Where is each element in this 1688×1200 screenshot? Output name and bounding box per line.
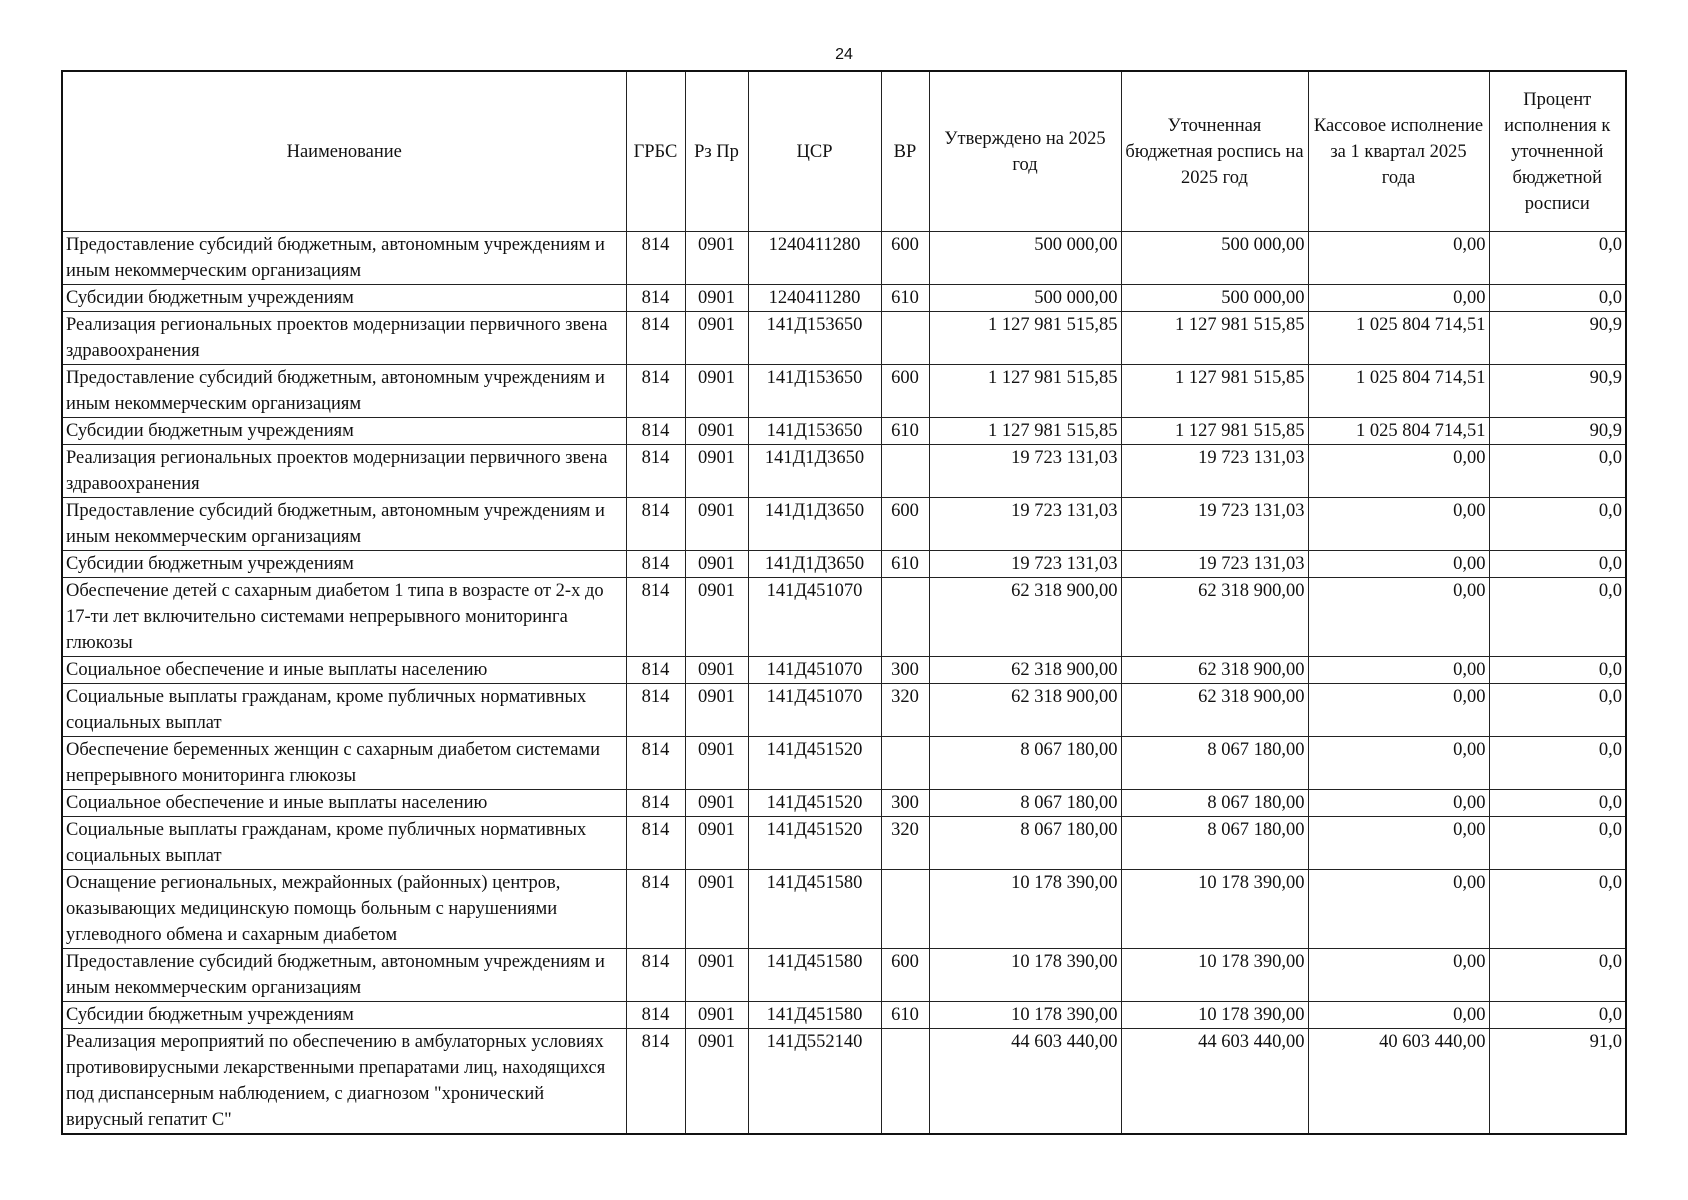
cell-name: Обеспечение беременных женщин с сахарным диабетом системами непрерывного мониторинга глюкозы — [62, 737, 626, 790]
table-row — [62, 684, 1626, 737]
cell-csr: 141Д153650 — [748, 365, 881, 418]
cell-name: Социальное обеспечение и иные выплаты населению — [62, 657, 626, 684]
cell-cash: 1 025 804 714,51 — [1308, 312, 1489, 365]
header-name: Наименование — [62, 71, 626, 232]
cell-name: Обеспечение детей с сахарным диабетом 1 типа в возрасте от 2-х до 17-ти лет включительно системами непрерывного мониторинга глюкозы — [62, 578, 626, 657]
cell-vr: 610 — [881, 551, 929, 578]
cell-approved: 8 067 180,00 — [929, 737, 1121, 790]
cell-grbs: 814 — [626, 445, 685, 498]
cell-refined: 1 127 981 515,85 — [1121, 312, 1308, 365]
cell-rzpr: 0901 — [685, 578, 748, 657]
cell-vr: 610 — [881, 285, 929, 312]
cell-vr: 300 — [881, 790, 929, 817]
cell-vr: 300 — [881, 657, 929, 684]
table-row — [62, 1002, 1626, 1029]
cell-approved: 62 318 900,00 — [929, 657, 1121, 684]
cell-percent: 0,0 — [1489, 790, 1626, 817]
cell-grbs: 814 — [626, 684, 685, 737]
table-row — [62, 312, 1626, 365]
cell-csr: 141Д153650 — [748, 312, 881, 365]
header-vr: ВР — [881, 71, 929, 232]
cell-csr: 141Д451070 — [748, 684, 881, 737]
cell-percent: 0,0 — [1489, 445, 1626, 498]
cell-rzpr: 0901 — [685, 817, 748, 870]
cell-refined: 62 318 900,00 — [1121, 684, 1308, 737]
cell-name: Субсидии бюджетным учреждениям — [62, 1002, 626, 1029]
cell-name: Субсидии бюджетным учреждениям — [62, 418, 626, 445]
cell-vr — [881, 312, 929, 365]
cell-grbs: 814 — [626, 285, 685, 312]
header-grbs: ГРБС — [626, 71, 685, 232]
cell-name: Субсидии бюджетным учреждениям — [62, 285, 626, 312]
cell-percent: 0,0 — [1489, 578, 1626, 657]
cell-csr: 141Д451580 — [748, 1002, 881, 1029]
cell-csr: 141Д451070 — [748, 578, 881, 657]
cell-rzpr: 0901 — [685, 365, 748, 418]
table-row — [62, 949, 1626, 1002]
cell-percent: 0,0 — [1489, 232, 1626, 285]
cell-name: Реализация региональных проектов модернизации первичного звена здравоохранения — [62, 445, 626, 498]
cell-grbs: 814 — [626, 1002, 685, 1029]
cell-name: Реализация мероприятий по обеспечению в амбулаторных условиях противовирусными лекарственными препаратами лиц, находящихся под диспансерным наблюдением, с диагнозом "хронический вирусный гепатит С" — [62, 1029, 626, 1135]
cell-percent: 0,0 — [1489, 551, 1626, 578]
cell-cash: 0,00 — [1308, 232, 1489, 285]
cell-grbs: 814 — [626, 418, 685, 445]
cell-approved: 10 178 390,00 — [929, 1002, 1121, 1029]
cell-name: Социальное обеспечение и иные выплаты населению — [62, 790, 626, 817]
cell-cash: 0,00 — [1308, 657, 1489, 684]
cell-grbs: 814 — [626, 498, 685, 551]
table-row — [62, 551, 1626, 578]
cell-csr: 141Д451580 — [748, 870, 881, 949]
cell-approved: 8 067 180,00 — [929, 817, 1121, 870]
cell-approved: 8 067 180,00 — [929, 790, 1121, 817]
cell-vr: 320 — [881, 684, 929, 737]
budget-table — [61, 70, 1627, 1135]
cell-cash: 1 025 804 714,51 — [1308, 418, 1489, 445]
cell-name: Предоставление субсидий бюджетным, автономным учреждениям и иным некоммерческим организациям — [62, 498, 626, 551]
cell-approved: 44 603 440,00 — [929, 1029, 1121, 1135]
table-row — [62, 365, 1626, 418]
cell-rzpr: 0901 — [685, 312, 748, 365]
table-row — [62, 1029, 1626, 1135]
cell-csr: 141Д153650 — [748, 418, 881, 445]
cell-cash: 0,00 — [1308, 790, 1489, 817]
table-row — [62, 817, 1626, 870]
cell-approved: 500 000,00 — [929, 232, 1121, 285]
cell-cash: 0,00 — [1308, 684, 1489, 737]
cell-approved: 19 723 131,03 — [929, 498, 1121, 551]
cell-rzpr: 0901 — [685, 949, 748, 1002]
cell-csr: 141Д451520 — [748, 817, 881, 870]
cell-rzpr: 0901 — [685, 551, 748, 578]
cell-name: Социальные выплаты гражданам, кроме публичных нормативных социальных выплат — [62, 684, 626, 737]
table-row — [62, 578, 1626, 657]
cell-rzpr: 0901 — [685, 445, 748, 498]
cell-cash: 0,00 — [1308, 285, 1489, 312]
cell-cash: 0,00 — [1308, 817, 1489, 870]
page-number: 24 — [835, 46, 853, 63]
cell-approved: 500 000,00 — [929, 285, 1121, 312]
cell-percent: 0,0 — [1489, 1002, 1626, 1029]
header-percent: Процент исполнения к уточненной бюджетной росписи — [1489, 71, 1626, 232]
cell-percent: 0,0 — [1489, 870, 1626, 949]
table-row — [62, 418, 1626, 445]
cell-grbs: 814 — [626, 551, 685, 578]
table-row — [62, 445, 1626, 498]
cell-approved: 1 127 981 515,85 — [929, 365, 1121, 418]
cell-approved: 1 127 981 515,85 — [929, 418, 1121, 445]
cell-cash: 0,00 — [1308, 498, 1489, 551]
cell-refined: 1 127 981 515,85 — [1121, 365, 1308, 418]
cell-refined: 19 723 131,03 — [1121, 498, 1308, 551]
cell-rzpr: 0901 — [685, 1002, 748, 1029]
cell-vr: 600 — [881, 232, 929, 285]
cell-csr: 141Д451580 — [748, 949, 881, 1002]
cell-refined: 8 067 180,00 — [1121, 817, 1308, 870]
cell-csr: 141Д1Д3650 — [748, 498, 881, 551]
cell-percent: 0,0 — [1489, 949, 1626, 1002]
cell-rzpr: 0901 — [685, 498, 748, 551]
table-row — [62, 790, 1626, 817]
cell-refined: 62 318 900,00 — [1121, 657, 1308, 684]
cell-grbs: 814 — [626, 737, 685, 790]
header-row — [62, 71, 1626, 232]
cell-name: Предоставление субсидий бюджетным, автономным учреждениям и иным некоммерческим организациям — [62, 365, 626, 418]
cell-percent: 0,0 — [1489, 285, 1626, 312]
cell-vr: 610 — [881, 418, 929, 445]
table-row — [62, 232, 1626, 285]
cell-cash: 0,00 — [1308, 445, 1489, 498]
cell-name: Предоставление субсидий бюджетным, автономным учреждениям и иным некоммерческим организациям — [62, 232, 626, 285]
header-rzpr: Рз Пр — [685, 71, 748, 232]
cell-rzpr: 0901 — [685, 737, 748, 790]
cell-rzpr: 0901 — [685, 790, 748, 817]
cell-vr: 600 — [881, 949, 929, 1002]
header-cash: Кассовое исполнение за 1 квартал 2025 года — [1308, 71, 1489, 232]
cell-refined: 44 603 440,00 — [1121, 1029, 1308, 1135]
cell-csr: 141Д451070 — [748, 657, 881, 684]
cell-csr: 141Д552140 — [748, 1029, 881, 1135]
cell-percent: 0,0 — [1489, 817, 1626, 870]
cell-vr — [881, 578, 929, 657]
cell-refined: 10 178 390,00 — [1121, 870, 1308, 949]
cell-csr: 1240411280 — [748, 285, 881, 312]
cell-cash: 0,00 — [1308, 737, 1489, 790]
cell-refined: 500 000,00 — [1121, 285, 1308, 312]
cell-cash: 0,00 — [1308, 949, 1489, 1002]
table-row — [62, 285, 1626, 312]
cell-approved: 19 723 131,03 — [929, 445, 1121, 498]
cell-rzpr: 0901 — [685, 870, 748, 949]
cell-cash: 40 603 440,00 — [1308, 1029, 1489, 1135]
cell-percent: 0,0 — [1489, 737, 1626, 790]
cell-grbs: 814 — [626, 578, 685, 657]
cell-grbs: 814 — [626, 790, 685, 817]
cell-rzpr: 0901 — [685, 232, 748, 285]
cell-percent: 0,0 — [1489, 498, 1626, 551]
cell-refined: 62 318 900,00 — [1121, 578, 1308, 657]
header-csr: ЦСР — [748, 71, 881, 232]
cell-percent: 90,9 — [1489, 418, 1626, 445]
cell-rzpr: 0901 — [685, 418, 748, 445]
cell-grbs: 814 — [626, 949, 685, 1002]
cell-percent: 90,9 — [1489, 365, 1626, 418]
cell-vr: 600 — [881, 498, 929, 551]
cell-vr: 320 — [881, 817, 929, 870]
cell-approved: 10 178 390,00 — [929, 949, 1121, 1002]
cell-grbs: 814 — [626, 232, 685, 285]
table-row — [62, 870, 1626, 949]
cell-approved: 10 178 390,00 — [929, 870, 1121, 949]
cell-csr: 1240411280 — [748, 232, 881, 285]
cell-grbs: 814 — [626, 657, 685, 684]
cell-percent: 0,0 — [1489, 684, 1626, 737]
cell-refined: 10 178 390,00 — [1121, 1002, 1308, 1029]
cell-cash: 0,00 — [1308, 870, 1489, 949]
cell-vr: 610 — [881, 1002, 929, 1029]
cell-name: Предоставление субсидий бюджетным, автономным учреждениям и иным некоммерческим организациям — [62, 949, 626, 1002]
table-row — [62, 498, 1626, 551]
table-body — [62, 232, 1626, 1135]
cell-refined: 8 067 180,00 — [1121, 737, 1308, 790]
cell-rzpr: 0901 — [685, 657, 748, 684]
cell-percent: 0,0 — [1489, 657, 1626, 684]
cell-grbs: 814 — [626, 870, 685, 949]
cell-approved: 62 318 900,00 — [929, 578, 1121, 657]
cell-vr: 600 — [881, 365, 929, 418]
table-row — [62, 737, 1626, 790]
header-refined: Уточненная бюджетная роспись на 2025 год — [1121, 71, 1308, 232]
cell-csr: 141Д451520 — [748, 790, 881, 817]
cell-vr — [881, 1029, 929, 1135]
cell-name: Субсидии бюджетным учреждениям — [62, 551, 626, 578]
cell-cash: 1 025 804 714,51 — [1308, 365, 1489, 418]
cell-grbs: 814 — [626, 817, 685, 870]
cell-vr — [881, 445, 929, 498]
header-approved: Утверждено на 2025 год — [929, 71, 1121, 232]
cell-rzpr: 0901 — [685, 684, 748, 737]
cell-csr: 141Д1Д3650 — [748, 551, 881, 578]
cell-name: Социальные выплаты гражданам, кроме публичных нормативных социальных выплат — [62, 817, 626, 870]
cell-rzpr: 0901 — [685, 285, 748, 312]
cell-approved: 19 723 131,03 — [929, 551, 1121, 578]
cell-approved: 1 127 981 515,85 — [929, 312, 1121, 365]
cell-grbs: 814 — [626, 365, 685, 418]
cell-cash: 0,00 — [1308, 578, 1489, 657]
cell-grbs: 814 — [626, 312, 685, 365]
cell-vr — [881, 870, 929, 949]
cell-refined: 8 067 180,00 — [1121, 790, 1308, 817]
cell-vr — [881, 737, 929, 790]
cell-name: Оснащение региональных, межрайонных (районных) центров, оказывающих медицинскую помощь больным с нарушениями углеводного обмена и сахарным диабетом — [62, 870, 626, 949]
cell-refined: 19 723 131,03 — [1121, 551, 1308, 578]
cell-approved: 62 318 900,00 — [929, 684, 1121, 737]
cell-percent: 91,0 — [1489, 1029, 1626, 1135]
cell-cash: 0,00 — [1308, 1002, 1489, 1029]
cell-rzpr: 0901 — [685, 1029, 748, 1135]
cell-refined: 500 000,00 — [1121, 232, 1308, 285]
cell-refined: 10 178 390,00 — [1121, 949, 1308, 1002]
cell-refined: 19 723 131,03 — [1121, 445, 1308, 498]
cell-name: Реализация региональных проектов модернизации первичного звена здравоохранения — [62, 312, 626, 365]
cell-refined: 1 127 981 515,85 — [1121, 418, 1308, 445]
cell-csr: 141Д451520 — [748, 737, 881, 790]
cell-grbs: 814 — [626, 1029, 685, 1135]
cell-cash: 0,00 — [1308, 551, 1489, 578]
table-row — [62, 657, 1626, 684]
cell-percent: 90,9 — [1489, 312, 1626, 365]
cell-csr: 141Д1Д3650 — [748, 445, 881, 498]
